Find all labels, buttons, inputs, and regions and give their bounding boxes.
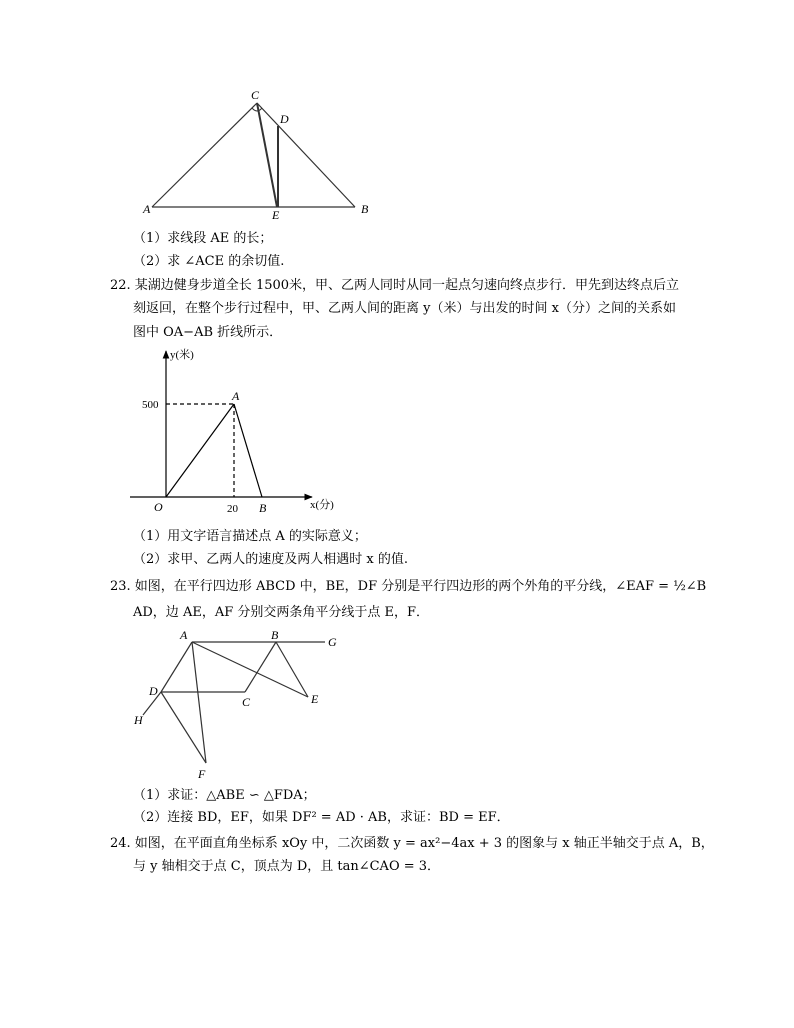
q22-line1: 22. 某湖边健身步道全长 1500米，甲、乙两人同时从同一起点匀速向终点步行．甲先到达终点后立 — [110, 278, 680, 293]
segment-CE — [257, 103, 277, 207]
x-axis-label: x(分) — [310, 499, 334, 511]
q23-part2: （2）连接 BD，EF，如果 DF² = AD · AB，求证：BD = EF． — [133, 810, 510, 825]
label-E: E — [272, 208, 280, 222]
q23-line1: 23. 如图，在平行四边形 ABCD 中，BE，DF 分别是平行四边形的两个外角的平分线，∠EAF = ½∠B — [110, 579, 707, 594]
q22-part2: （2）求甲、乙两人的速度及两人相遇时 x 的值. — [133, 552, 408, 567]
figure-q21-triangle — [0, 0, 794, 240]
origin-label: O — [154, 500, 163, 514]
segment-AE — [192, 642, 308, 697]
figure-q22-graph — [120, 345, 350, 520]
label-D: D — [280, 112, 289, 126]
label-H: H — [134, 713, 143, 727]
label-A: A — [180, 628, 188, 642]
segment-AC — [152, 103, 257, 207]
label-D: D — [149, 684, 158, 698]
q22-line2: 刻返回，在整个步行过程中，甲、乙两人间的距离 y（米）与出发的时间 x（分）之间的关系如 — [133, 301, 676, 316]
label-B: B — [361, 202, 369, 216]
q21-part2: （2）求 ∠ACE 的余切值. — [133, 254, 285, 269]
segment-AD — [161, 642, 192, 692]
label-F: F — [198, 767, 206, 781]
label-C: C — [251, 88, 260, 102]
label-C: C — [242, 695, 251, 709]
q24-line2: 与 y 轴相交于点 C，顶点为 D，且 tan∠CAO = 3． — [133, 859, 441, 874]
q22-part1: （1）用文字语言描述点 A 的实际意义； — [133, 529, 367, 544]
label-B: B — [271, 628, 279, 642]
label-E: E — [311, 692, 319, 706]
y-axis-label: y(米) — [170, 349, 194, 361]
right-angle-mark-C — [252, 108, 262, 111]
segment-CB — [257, 103, 355, 207]
x-tick-20: 20 — [227, 503, 238, 515]
label-A: A — [143, 202, 151, 216]
q22-line3: 图中 OA−AB 折线所示． — [133, 325, 283, 340]
point-B-label: B — [259, 501, 267, 515]
figure-q23-parallelogram — [0, 620, 794, 790]
point-A-label: A — [232, 389, 240, 403]
q23-line2: AD，边 AE，AF 分别交两条角平分线于点 E，F． — [133, 605, 430, 620]
segment-CB — [245, 642, 276, 692]
q24-line1: 24. 如图，在平面直角坐标系 xOy 中，二次函数 y = ax²−4ax + 3 的图象与 x 轴正半轴交于点 A，B， — [110, 836, 714, 851]
segment-AB — [234, 404, 262, 497]
q23-part1: （1）求证：△ABE ∽ △FDA； — [133, 788, 316, 803]
segment-OA — [166, 404, 234, 497]
q21-part1: （1）求线段 AE 的长； — [133, 231, 273, 246]
label-G: G — [328, 635, 337, 649]
y-tick-500: 500 — [142, 399, 159, 411]
